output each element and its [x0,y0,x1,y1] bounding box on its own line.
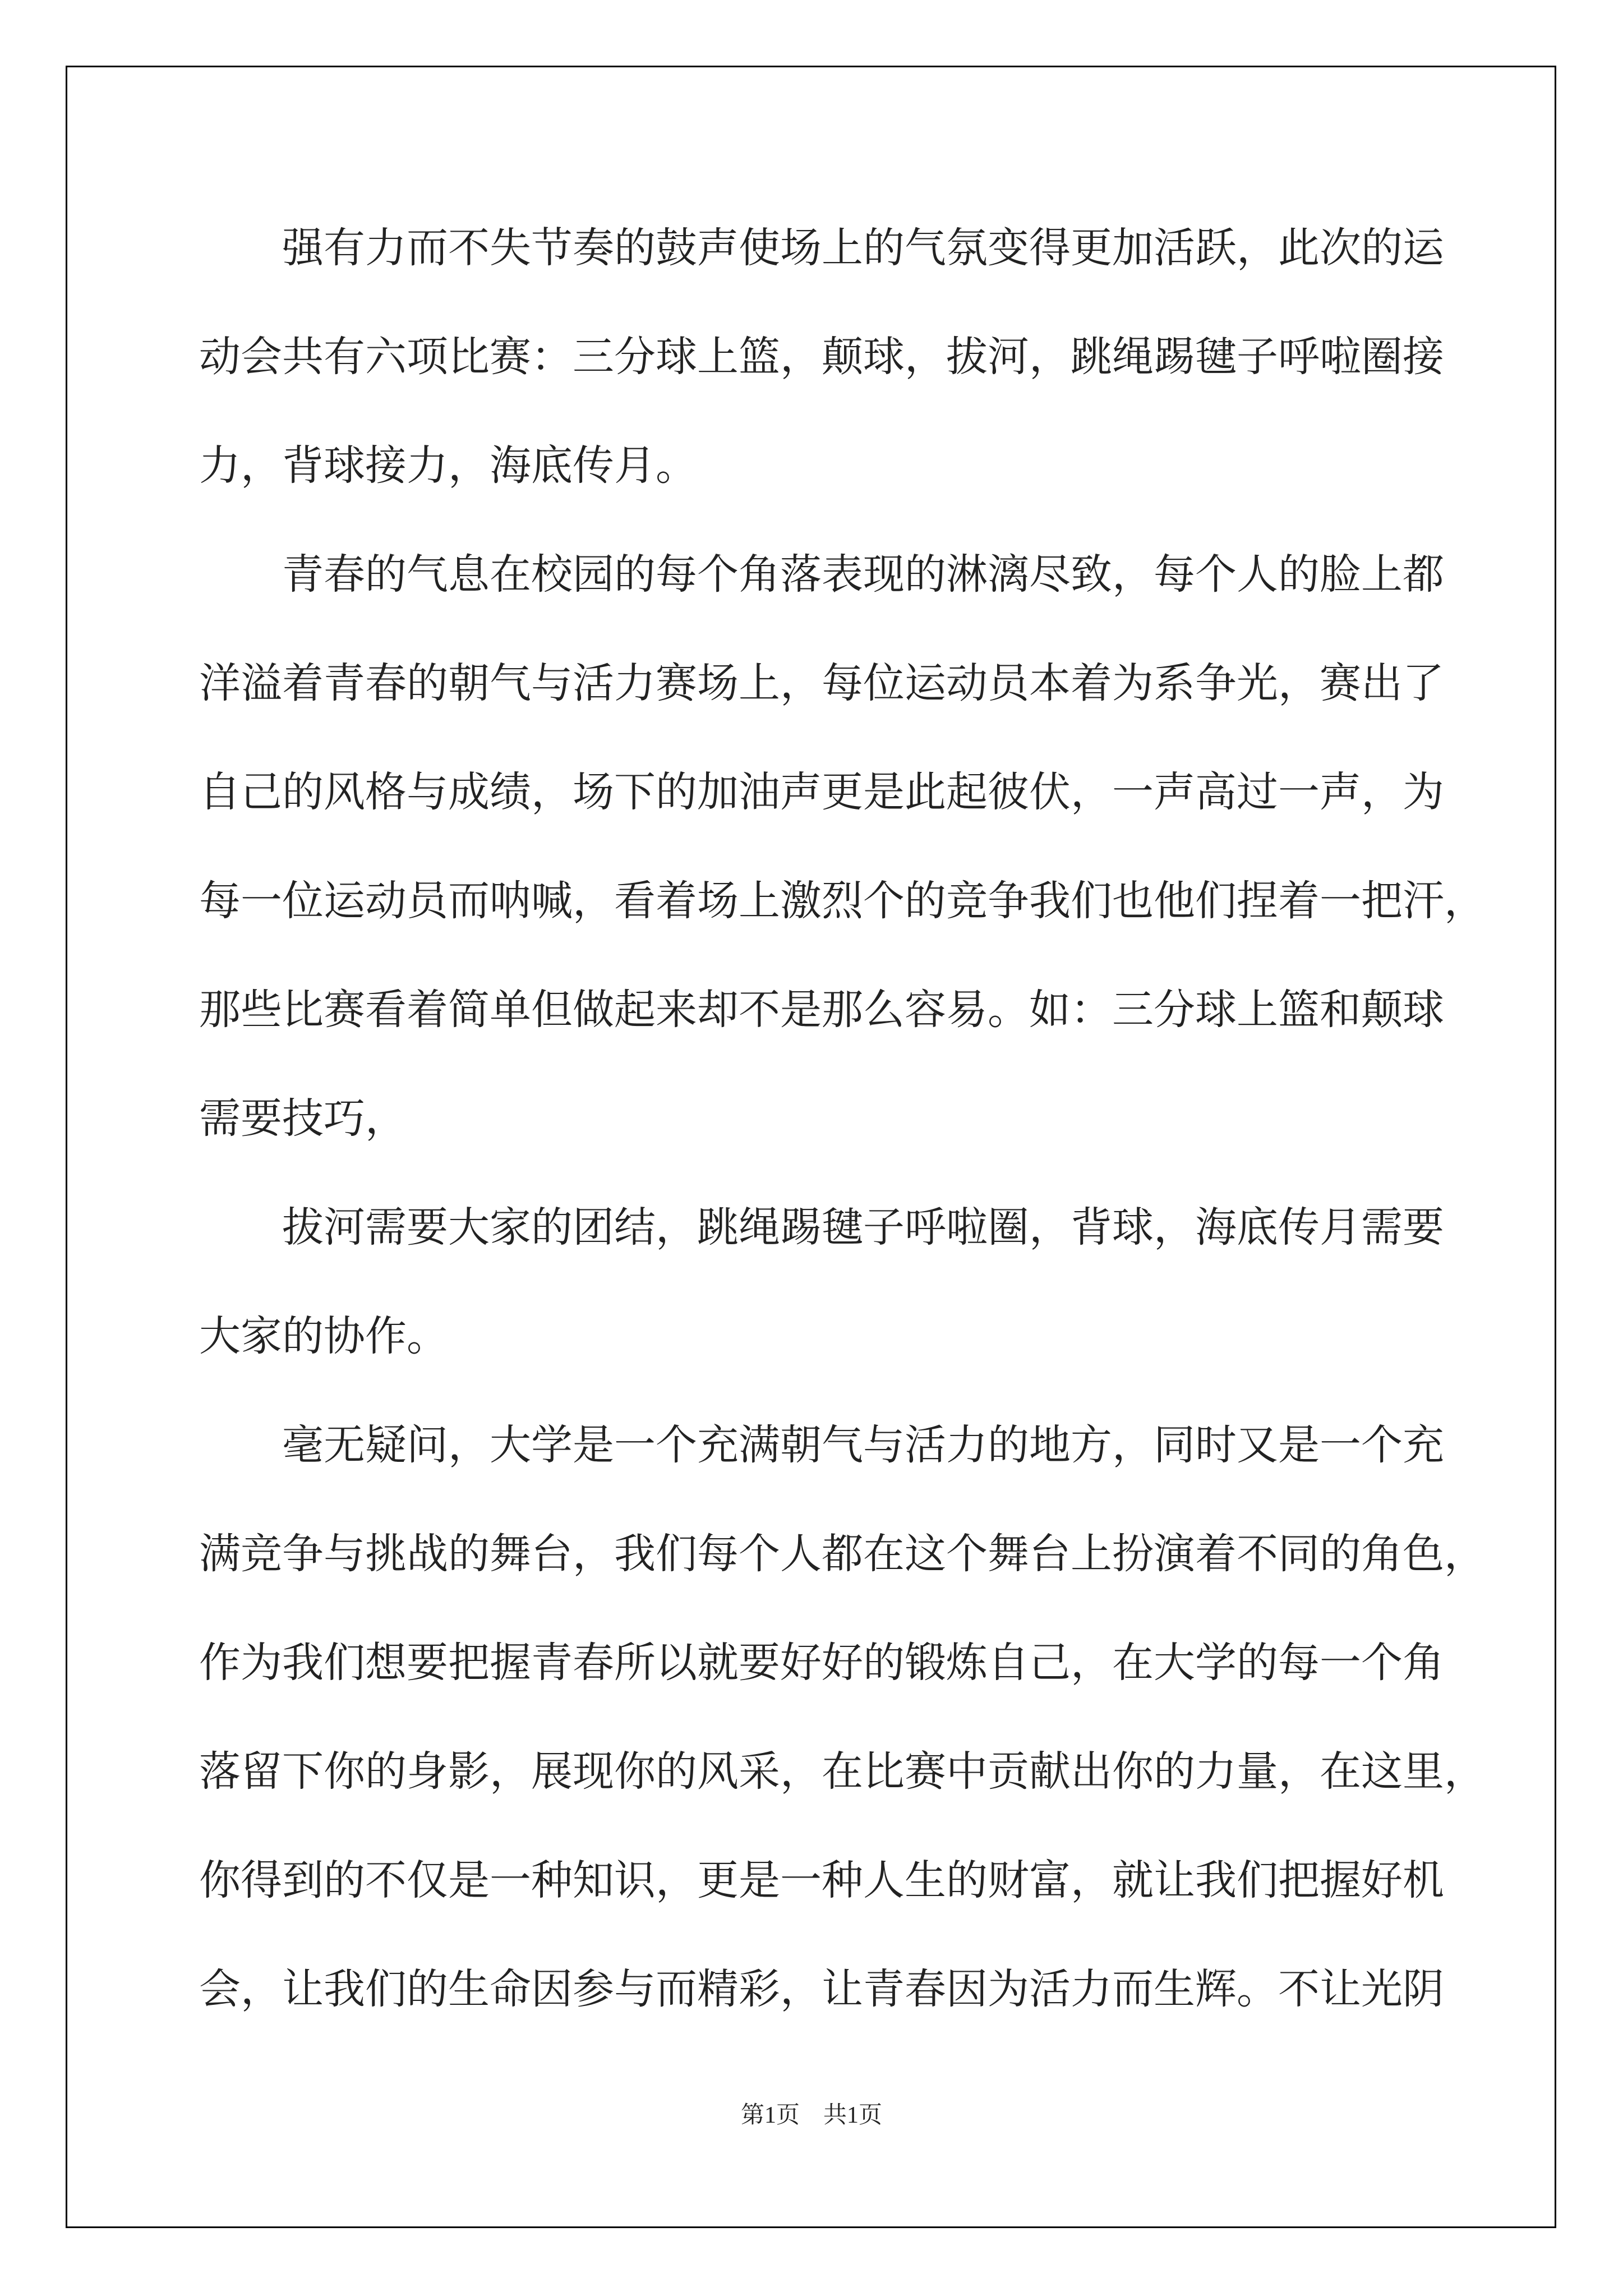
text-line: 自己的风格与成绩，场下的加油声更是此起彼伏，一声高过一声，为 [199,768,1444,816]
text-line: 那些比赛看着简单但做起来却不是那么容易。如：三分球上篮和颠球 [199,986,1444,1034]
text-line: 洋溢着青春的朝气与活力赛场上，每位运动员本着为系争光，赛出了 [199,659,1444,707]
text-line: 满竞争与挑战的舞台，我们每个人都在这个舞台上扮演着不同的角色， [199,1530,1486,1578]
text-line: 落留下你的身影，展现你的风采，在比赛中贡献出你的力量，在这里， [199,1747,1486,1796]
text-line: 每一位运动员而呐喊，看着场上激烈个的竞争我们也他们捏着一把汗， [199,877,1486,925]
text-line: 强有力而不失节奏的鼓声使场上的气氛变得更加活跃，此次的运 [199,224,1444,272]
text-line: 力，背球接力，海底传月。 [199,441,697,490]
text-line: 动会共有六项比赛：三分球上篮，颠球，拔河，跳绳踢毽子呼啦圈接 [199,333,1444,381]
text-line: 毫无疑问，大学是一个充满朝气与活力的地方，同时又是一个充 [199,1421,1444,1469]
text-line: 作为我们想要把握青春所以就要好好的锻炼自己，在大学的每一个角 [199,1639,1444,1687]
text-line: 青春的气息在校园的每个角落表现的淋漓尽致，每个人的脸上都 [199,550,1444,599]
text-line: 会，让我们的生命因参与而精彩，让青春因为活力而生辉。不让光阴 [199,1965,1444,2013]
text-line: 拔河需要大家的团结，跳绳踢毽子呼啦圈，背球，海底传月需要 [199,1203,1444,1251]
page-number-footer: 第1页 共1页 [740,2102,882,2128]
text-line: 需要技巧， [199,1094,407,1143]
text-line: 你得到的不仅是一种知识，更是一种人生的财富，就让我们把握好机 [199,1856,1444,1904]
text-line: 大家的协作。 [199,1312,448,1360]
